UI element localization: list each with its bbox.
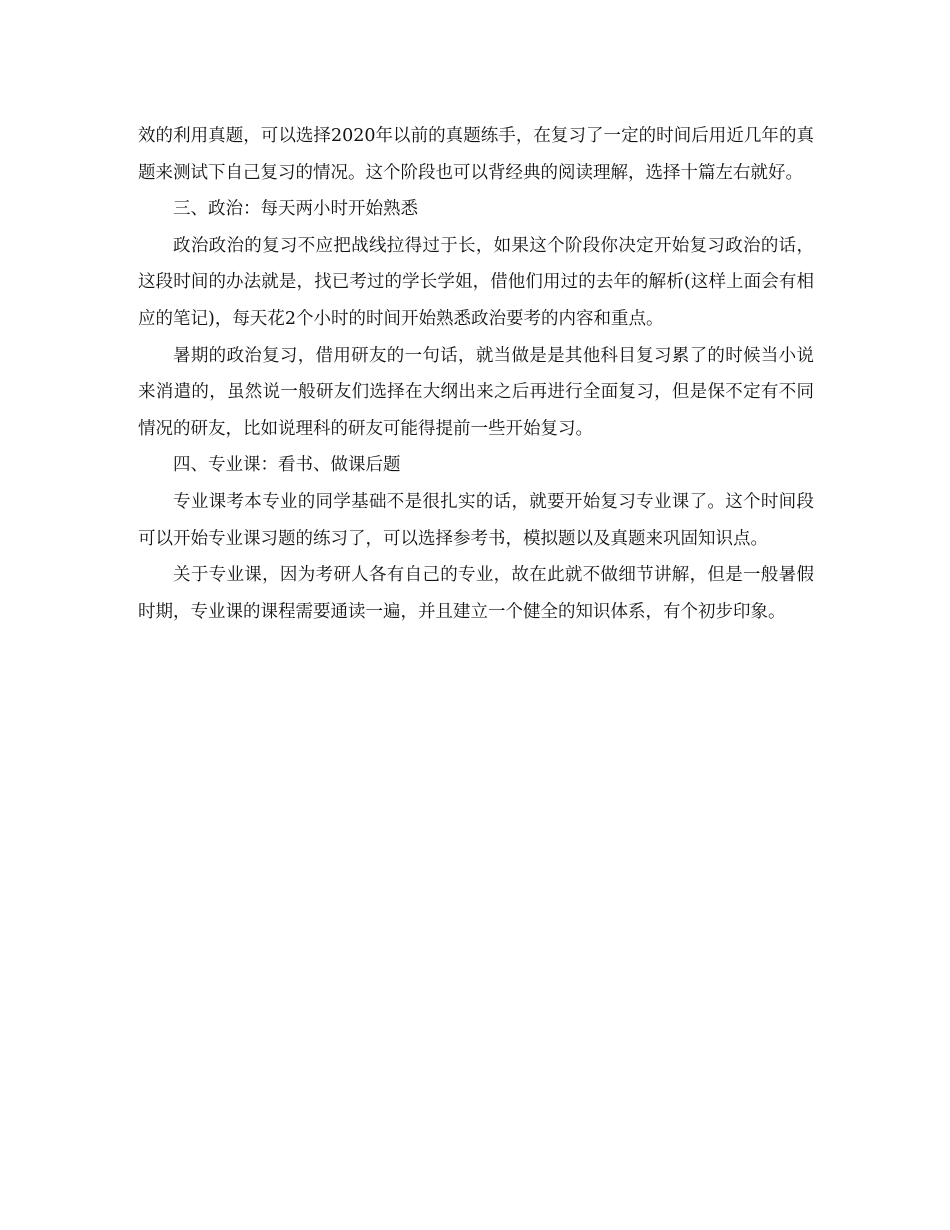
paragraph-politics-summer: 暑期的政治复习，借用研友的一句话，就当做是是其他科目复习累了的时候当小说来消遣的，虽然说一般研友们选择在大纲出来之后再进行全面复习，但是保不定有不同情况的研友，比如说理科的研友可能得提前一些开始复习。 [138, 345, 814, 439]
paragraph-continuation: 效的利用真题，可以选择2020年以前的真题练手，在复习了一定的时间后用近几年的真题来测试下自己复习的情况。这个阶段也可以背经典的阅读理解，选择十篇左右就好。 [138, 126, 814, 183]
document-body [138, 118, 814, 630]
paragraph-major-course-practice: 专业课考本专业的同学基础不是很扎实的话，就要开始复习专业课了。这个时间段可以开始专业课习题的练习了，可以选择参考书，模拟题以及真题来巩固知识点。 [138, 491, 814, 549]
paragraph-major-course-overview: 关于专业课，因为考研人各有自己的专业，故在此就不做细节讲解，但是一般暑假时期，专业课的课程需要通读一遍，并且建立一个健全的知识体系，有个初步印象。 [138, 565, 814, 622]
paragraph-politics-method: 政治政治的复习不应把战线拉得过于长，如果这个阶段你决定开始复习政治的话，这段时间的办法就是，找已考过的学长学姐，借他们用过的去年的解析(这样上面会有相应的笔记)，每天花2个小时的时间开始熟悉政治要考的内容和重点。 [138, 235, 814, 329]
section-heading-major-course: 四、专业课：看书、做课后题 [173, 455, 401, 476]
section-heading-politics: 三、政治：每天两小时开始熟悉 [173, 199, 418, 220]
